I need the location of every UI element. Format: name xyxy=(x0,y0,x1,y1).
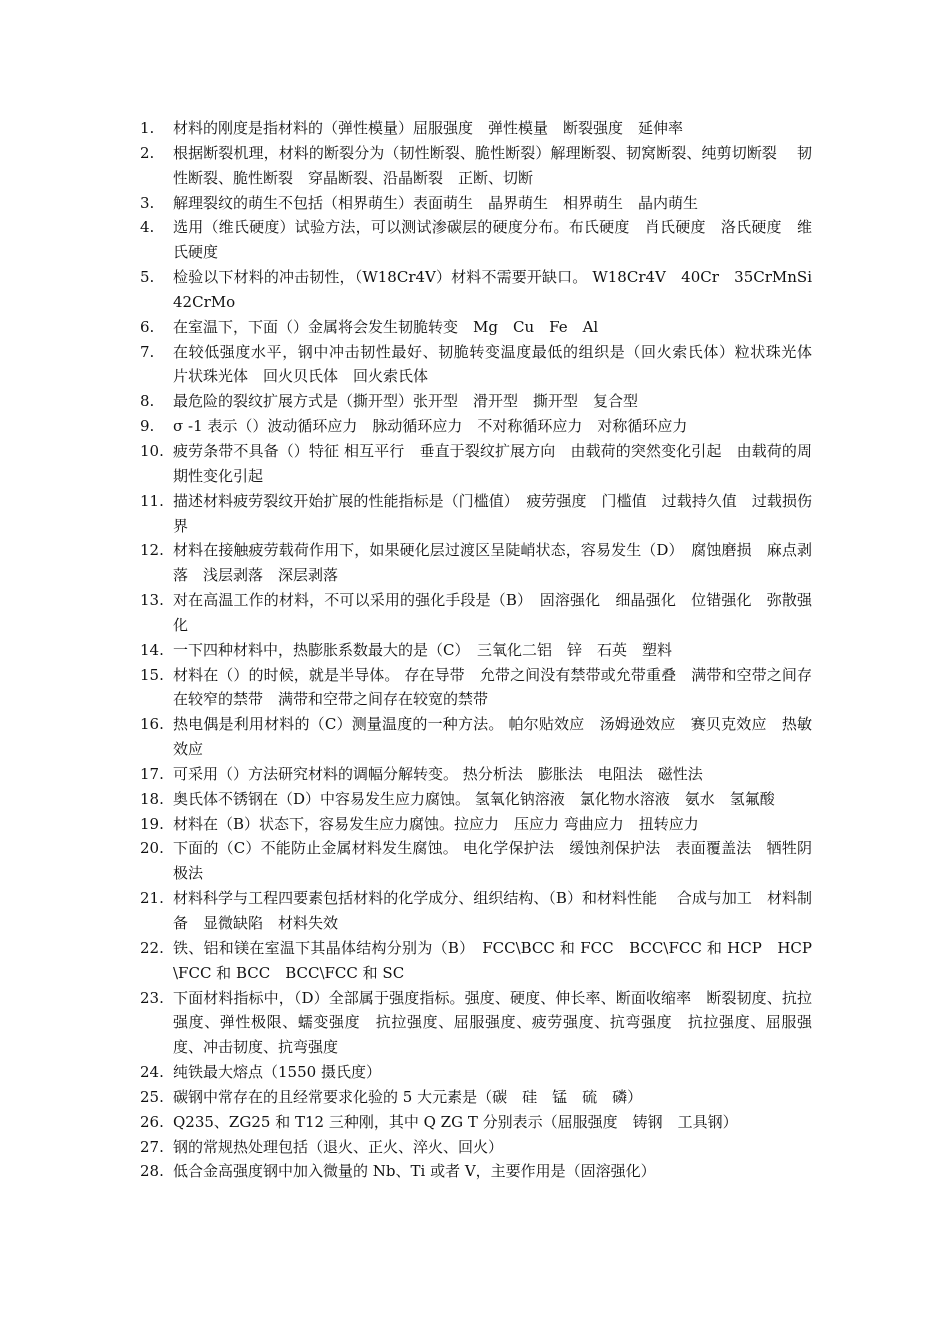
question-item xyxy=(140,1135,812,1160)
question-text: 铁、铝和镁在室温下其晶体结构分别为（B） FCC\BCC 和 FCC BCC\FCC 和 HCP HCP\FCC 和 BCC BCC\FCC 和 SC xyxy=(173,938,812,982)
question-number: 13. xyxy=(140,591,164,610)
question-text: 最危险的裂纹扩展方式是（撕开型）张开型 滑开型 撕开型 复合型 xyxy=(173,392,639,411)
question-text: 解理裂纹的萌生不包括（相界萌生）表面萌生 晶界萌生 相界萌生 晶内萌生 xyxy=(173,193,699,212)
question-text: 热电偶是利用材料的（C）测量温度的一种方法。 帕尔贴效应 汤姆逊效应 赛贝克效应 热敏效应 xyxy=(173,715,812,759)
question-text: 根据断裂机理，材料的断裂分为（韧性断裂、脆性断裂）解理断裂、韧窝断裂、纯剪切断裂 韧性断裂、脆性断裂 穿晶断裂、沿晶断裂 正断、切断 xyxy=(173,143,812,187)
question-item xyxy=(140,588,812,638)
question-number: 28. xyxy=(140,1162,164,1181)
question-item xyxy=(140,439,812,489)
question-text: Q235、ZG25 和 T12 三种刚，其中 Q ZG T 分别表示（屈服强度 铸钢 工具钢） xyxy=(173,1112,738,1131)
question-number: 18. xyxy=(140,789,164,808)
question-number: 14. xyxy=(140,640,164,659)
question-number: 22. xyxy=(140,938,164,957)
question-number: 27. xyxy=(140,1137,164,1156)
question-item xyxy=(140,836,812,886)
question-number: 5. xyxy=(140,268,155,287)
question-item xyxy=(140,538,812,588)
question-item xyxy=(140,936,812,986)
question-number: 7. xyxy=(140,342,155,361)
question-item xyxy=(140,762,812,787)
question-item xyxy=(140,489,812,539)
question-text: 一下四种材料中，热膨胀系数最大的是（C） 三氧化二铝 锌 石英 塑料 xyxy=(173,640,672,659)
question-item xyxy=(140,414,812,439)
question-item xyxy=(140,265,828,315)
question-item xyxy=(140,663,812,713)
question-list xyxy=(140,116,828,1184)
question-number: 11. xyxy=(140,491,164,510)
question-item xyxy=(140,215,812,265)
question-item xyxy=(140,787,812,812)
question-text: 碳钢中常存在的且经常要求化验的 5 大元素是（碳 硅 锰 硫 磷） xyxy=(173,1087,643,1106)
question-text: 纯铁最大熔点（1550 摄氏度） xyxy=(173,1063,381,1082)
question-number: 3. xyxy=(140,193,155,212)
question-number: 17. xyxy=(140,764,164,783)
question-item xyxy=(140,712,812,762)
question-text: 材料在（）的时候，就是半导体。 存在导带 允带之间没有禁带或允带重叠 满带和空带之间存在较窄的禁带 满带和空带之间存在较宽的禁带 xyxy=(173,665,812,709)
question-number: 25. xyxy=(140,1087,164,1106)
question-text: 低合金高强度钢中加入微量的 Nb、Ti 或者 V，主要作用是（固溶强化） xyxy=(173,1162,656,1181)
question-text: 材料的刚度是指材料的（弹性模量）屈服强度 弹性模量 断裂强度 延伸率 xyxy=(173,119,684,137)
question-item xyxy=(140,886,812,936)
question-number: 21. xyxy=(140,889,164,908)
question-number: 2. xyxy=(140,143,155,162)
question-number: 9. xyxy=(140,417,155,436)
question-text: 对在高温工作的材料，不可以采用的强化手段是（B） 固溶强化 细晶强化 位错强化 弥散强化 xyxy=(173,591,812,634)
question-number: 24. xyxy=(140,1063,164,1082)
question-item xyxy=(140,340,828,390)
question-number: 4. xyxy=(140,218,155,237)
question-text: 下面材料指标中，（D）全部属于强度指标。强度、硬度、伸长率、断面收缩率 断裂韧度、抗拉强度、弹性极限、蠕变强度 抗拉强度、屈服强度、疲劳强度、抗弯强度 抗拉强度、屈服强度、冲击韧度、抗弯强度 xyxy=(173,988,812,1057)
question-item xyxy=(140,1159,812,1184)
question-number: 26. xyxy=(140,1112,164,1131)
question-item xyxy=(140,116,812,141)
question-text: 在较低强度水平，钢中冲击韧性最好、韧脆转变温度最低的组织是（回火索氏体）粒状珠光体 片状珠光体 回火贝氏体 回火索氏体 xyxy=(173,342,828,386)
question-item xyxy=(140,191,812,216)
question-number: 8. xyxy=(140,392,155,411)
question-item xyxy=(140,1060,812,1085)
question-text: 描述材料疲劳裂纹开始扩展的性能指标是（门槛值） 疲劳强度 门槛值 过载持久值 过载损伤界 xyxy=(173,491,812,535)
question-item xyxy=(140,315,812,340)
question-text: 选用（维氏硬度）试验方法，可以测试渗碳层的硬度分布。布氏硬度 肖氏硬度 洛氏硬度 维氏硬度 xyxy=(173,218,812,262)
question-item xyxy=(140,638,812,663)
question-item xyxy=(140,1085,812,1110)
question-text: 材料在接触疲劳载荷作用下，如果硬化层过渡区呈陡峭状态，容易发生（D） 腐蚀磨损 麻点剥落 浅层剥落 深层剥落 xyxy=(173,541,812,585)
question-text: 在室温下，下面（）金属将会发生韧脆转变 Mg Cu Fe Al xyxy=(173,317,599,336)
question-text: 奥氏体不锈钢在（D）中容易发生应力腐蚀。 氢氧化钠溶液 氯化物水溶液 氨水 氢氟酸 xyxy=(173,789,775,808)
question-number: 10. xyxy=(140,441,164,460)
question-text: 检验以下材料的冲击韧性，（W18Cr4V）材料不需要开缺口。 W18Cr4V 40Cr 35CrMnSi 42CrMo xyxy=(173,268,828,311)
question-text: 材料科学与工程四要素包括材料的化学成分、组织结构、（B）和材料性能 合成与加工 材料制备 显微缺陷 材料失效 xyxy=(173,889,812,932)
question-item xyxy=(140,141,812,191)
question-item xyxy=(140,389,812,414)
question-number: 6. xyxy=(140,317,155,336)
question-number: 15. xyxy=(140,665,164,684)
question-text: 疲劳条带不具备（）特征 相互平行 垂直于裂纹扩展方向 由载荷的突然变化引起 由载荷的周期性变化引起 xyxy=(173,441,812,485)
question-number: 12. xyxy=(140,541,164,560)
question-number: 20. xyxy=(140,839,164,858)
question-text: 下面的（C）不能防止金属材料发生腐蚀。 电化学保护法 缓蚀剂保护法 表面覆盖法 牺牲阴极法 xyxy=(173,839,812,883)
question-item xyxy=(140,1110,812,1135)
question-item xyxy=(140,812,812,837)
question-text: 钢的常规热处理包括（退火、正火、淬火、回火） xyxy=(173,1137,504,1156)
question-number: 16. xyxy=(140,715,164,734)
question-item xyxy=(140,986,812,1061)
question-text: σ -1 表示（）波动循环应力 脉动循环应力 不对称循环应力 对称循环应力 xyxy=(173,417,688,436)
question-text: 可采用（）方法研究材料的调幅分解转变。 热分析法 膨胀法 电阻法 磁性法 xyxy=(173,764,703,783)
question-number: 23. xyxy=(140,988,164,1007)
question-text: 材料在（B）状态下，容易发生应力腐蚀。拉应力 压应力 弯曲应力 扭转应力 xyxy=(173,814,699,833)
question-number: 1. xyxy=(140,119,155,137)
question-number: 19. xyxy=(140,814,164,833)
